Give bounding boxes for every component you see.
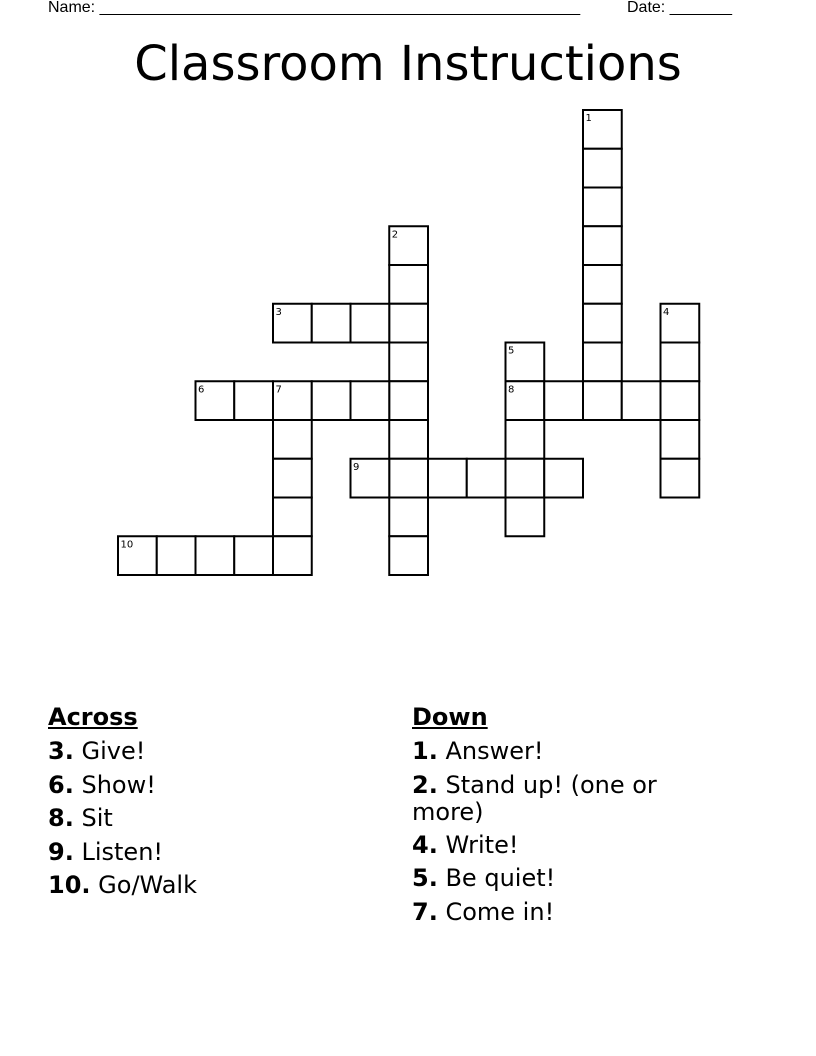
grid-cell[interactable] — [157, 536, 196, 575]
clue-number: 4. — [412, 830, 438, 859]
grid-cell[interactable] — [389, 459, 428, 498]
grid-cell[interactable] — [273, 459, 312, 498]
across-heading: Across — [48, 703, 138, 731]
clue-number: 3. — [48, 737, 74, 765]
clue-number-label: 9 — [353, 461, 360, 473]
clue-number-label: 3 — [275, 306, 282, 318]
date-label: Date: — [627, 0, 666, 16]
grid-cell[interactable] — [583, 304, 622, 343]
page-title: Classroom Instructions — [134, 36, 682, 92]
across-clue — [48, 735, 378, 769]
clue-number-label: 1 — [585, 113, 592, 124]
grid-cell[interactable] — [389, 265, 428, 304]
clue-text: Answer! — [445, 737, 544, 765]
clue-text: Show! — [81, 770, 156, 799]
grid-cell[interactable] — [196, 536, 235, 575]
grid-cell[interactable] — [661, 343, 700, 382]
grid-cell[interactable] — [428, 459, 467, 498]
clue-number-label: 8 — [508, 384, 515, 396]
grid-cell[interactable] — [661, 381, 700, 420]
down-clue — [412, 896, 712, 930]
grid-cell[interactable] — [273, 498, 312, 537]
grid-cell[interactable] — [389, 536, 428, 575]
grid-cell[interactable] — [467, 459, 506, 498]
grid-cell[interactable] — [544, 381, 583, 420]
clue-number-label: 4 — [663, 306, 670, 318]
clue-text: Go/Walk — [98, 871, 197, 899]
grid-cell[interactable] — [583, 265, 622, 304]
grid-cell[interactable] — [506, 420, 545, 459]
down-heading: Down — [412, 703, 488, 731]
clue-text: Sit — [81, 804, 113, 832]
down-clue — [412, 829, 712, 863]
clue-text: Listen! — [81, 837, 164, 866]
grid-cell[interactable] — [583, 343, 622, 382]
clue-number-label: 10 — [120, 539, 134, 551]
name-blank[interactable]: ______________________________________________________ — [99, 0, 581, 16]
clue-text: Stand up! (one or more) — [412, 770, 657, 826]
grid-cell[interactable] — [389, 498, 428, 537]
grid-cell[interactable] — [583, 381, 622, 420]
clue-number: 7. — [412, 897, 438, 926]
grid-cell[interactable] — [273, 420, 312, 459]
grid-cell[interactable] — [312, 381, 351, 420]
clue-number-label: 6 — [198, 384, 205, 396]
clue-number: 1. — [412, 737, 438, 765]
grid-cell[interactable] — [583, 188, 622, 227]
across-clue — [48, 802, 378, 836]
grid-cell[interactable] — [506, 459, 545, 498]
clue-text: Be quiet! — [445, 864, 556, 892]
grid-cell[interactable] — [389, 420, 428, 459]
clue-number: 8. — [48, 804, 74, 832]
grid-cell[interactable] — [661, 420, 700, 459]
across-clue — [48, 769, 378, 803]
down-clue — [412, 862, 712, 896]
grid-cell[interactable] — [273, 536, 312, 575]
clue-text: Give! — [81, 737, 146, 765]
clue-number: 5. — [412, 864, 438, 892]
grid-cell[interactable] — [389, 304, 428, 343]
grid-cell[interactable] — [234, 381, 273, 420]
grid-cell[interactable] — [234, 536, 273, 575]
grid-cell[interactable] — [583, 149, 622, 188]
grid-cell[interactable] — [661, 459, 700, 498]
grid-cell[interactable] — [389, 381, 428, 420]
date-blank[interactable]: _______ — [669, 0, 732, 16]
down-clues — [412, 702, 712, 929]
grid-cell[interactable] — [583, 226, 622, 265]
clue-text: Write! — [445, 830, 519, 859]
down-clue — [412, 769, 712, 829]
down-clue — [412, 735, 712, 769]
grid-cell[interactable] — [351, 304, 390, 343]
clue-text: Come in! — [445, 897, 555, 926]
name-label: Name: — [48, 0, 96, 16]
grid-cell[interactable] — [389, 343, 428, 382]
across-clue — [48, 869, 378, 903]
clue-number: 10. — [48, 871, 91, 899]
grid-cell[interactable] — [312, 304, 351, 343]
clue-number-label: 2 — [391, 229, 399, 241]
across-clue — [48, 836, 378, 870]
grid-cell[interactable] — [544, 459, 583, 498]
clue-number-label: 7 — [275, 384, 282, 396]
grid-cell[interactable] — [351, 381, 390, 420]
clue-number: 2. — [412, 770, 438, 799]
grid-cell[interactable] — [622, 381, 661, 420]
clue-number-label: 5 — [508, 345, 515, 357]
clue-number: 9. — [48, 837, 74, 866]
clue-number: 6. — [48, 770, 74, 799]
across-clues — [48, 702, 378, 903]
grid-cell[interactable] — [506, 498, 545, 537]
